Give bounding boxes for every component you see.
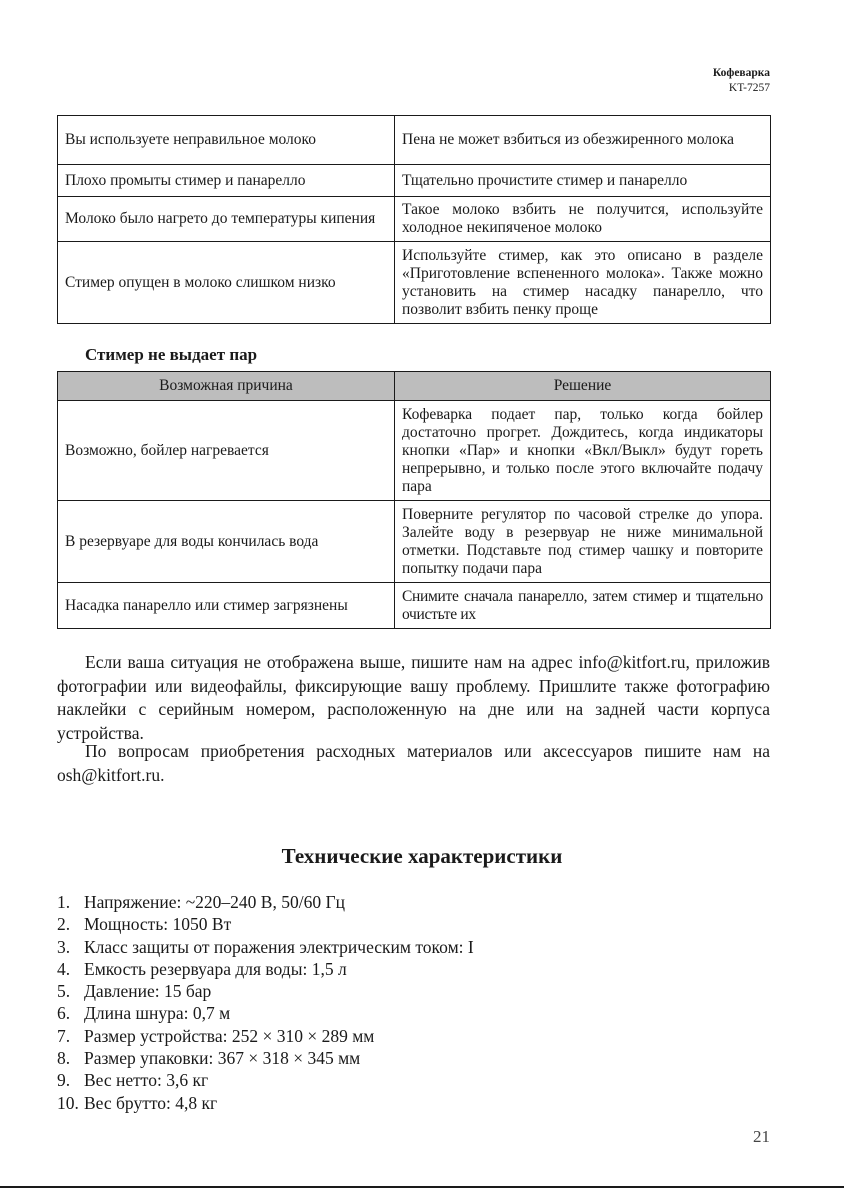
list-item bbox=[57, 1025, 474, 1047]
page-header bbox=[713, 66, 770, 96]
solution-cell: Используйте стимер, как это описано в разделе «Приготовление вспененного молока». Также можно установить на стимер насадку панарелло, что позволит взбить пенку проще bbox=[395, 242, 771, 324]
item-text: Емкость резервуара для воды: 1,5 л bbox=[84, 958, 347, 979]
cause-cell: Плохо промыты стимер и панарелло bbox=[58, 165, 395, 197]
solution-cell: Снимите сначала панарелло, затем стимер и тщательно очистьте их bbox=[395, 583, 771, 629]
item-text: Размер устройства: 252 × 310 × 289 мм bbox=[84, 1025, 375, 1046]
cause-cell: Стимер опущен в молоко слишком низко bbox=[58, 242, 395, 324]
table-row bbox=[58, 583, 771, 629]
list-item bbox=[57, 1092, 474, 1114]
solution-cell: Пена не может взбиться из обезжиренного молока bbox=[395, 116, 771, 165]
list-item bbox=[57, 980, 474, 1002]
item-number: 7. bbox=[57, 1025, 71, 1046]
item-number: 9. bbox=[57, 1070, 71, 1091]
purchase-paragraph: По вопросам приобретения расходных материалов или аксессуаров пишите нам на osh@kitfort.ru. bbox=[57, 741, 770, 785]
page-number: 21 bbox=[753, 1127, 770, 1146]
specs-title: Технические характеристики bbox=[281, 844, 563, 868]
item-number: 5. bbox=[57, 981, 71, 1002]
item-number: 3. bbox=[57, 936, 71, 957]
section-title: Стимер не выдает пар bbox=[85, 345, 258, 364]
item-text: Давление: 15 бар bbox=[84, 981, 212, 1002]
list-item bbox=[57, 913, 474, 935]
model-number: KT-7257 bbox=[728, 82, 770, 94]
list-item bbox=[57, 958, 474, 980]
bottom-divider bbox=[0, 1186, 844, 1188]
troubleshooting-table-steam bbox=[57, 371, 771, 629]
solution-cell: Такое молоко взбить не получится, используйте холодное некипяченое молоко bbox=[395, 197, 771, 242]
list-item bbox=[57, 891, 474, 913]
item-text: Размер упаковки: 367 × 318 × 345 мм bbox=[84, 1048, 361, 1069]
cause-cell: Вы используете неправильное молоко bbox=[58, 116, 395, 165]
item-number: 1. bbox=[57, 892, 71, 912]
item-text: Вес нетто: 3,6 кг bbox=[84, 1070, 209, 1091]
item-number: 2. bbox=[57, 914, 71, 935]
table-row bbox=[58, 197, 771, 242]
specs-list bbox=[57, 891, 474, 1114]
item-text: Класс защиты от поражения электрическим током: I bbox=[84, 936, 474, 957]
column-header-cause: Возможная причина bbox=[58, 372, 395, 401]
list-item bbox=[57, 1002, 474, 1024]
list-item bbox=[57, 1069, 474, 1091]
list-item bbox=[57, 1047, 474, 1069]
table-row bbox=[58, 401, 771, 501]
table-header-row bbox=[58, 372, 771, 401]
cause-cell: Молоко было нагрето до температуры кипения bbox=[58, 197, 395, 242]
item-number: 4. bbox=[57, 958, 71, 979]
item-text: Вес брутто: 4,8 кг bbox=[84, 1092, 218, 1113]
cause-cell: Насадка панарелло или стимер загрязнены bbox=[58, 583, 395, 629]
item-text: Напряжение: ~220–240 В, 50/60 Гц bbox=[84, 892, 345, 912]
solution-cell: Кофеварка подает пар, только когда бойлер достаточно прогрет. Дождитесь, когда индикаторы кнопки «Пар» и кнопки «Вкл/Выкл» будут гореть непрерывно, и только после этого включайте подачу пара bbox=[395, 401, 771, 501]
table-row bbox=[58, 165, 771, 197]
cause-cell: Возможно, бойлер нагревается bbox=[58, 401, 395, 501]
product-name: Кофеварка bbox=[712, 67, 770, 79]
table-row bbox=[58, 242, 771, 324]
item-number: 10. bbox=[57, 1092, 79, 1113]
item-number: 8. bbox=[57, 1048, 71, 1069]
item-text: Мощность: 1050 Вт bbox=[84, 914, 232, 935]
contact-paragraph: Если ваша ситуация не отображена выше, пишите нам на адрес info@kitfort.ru, приложив фотографии или видеофайлы, фиксирующие вашу проблему. Пришлите также фотографию наклейки с серийным номером, расположенную на дне или на задней части корпуса устройства. bbox=[57, 652, 770, 743]
troubleshooting-table-foam bbox=[57, 115, 771, 324]
table-row bbox=[58, 116, 771, 165]
item-number: 6. bbox=[57, 1003, 71, 1024]
table-row bbox=[58, 501, 771, 583]
cause-cell: В резервуаре для воды кончилась вода bbox=[58, 501, 395, 583]
solution-cell: Тщательно прочистите стимер и панарелло bbox=[395, 165, 771, 197]
solution-cell: Поверните регулятор по часовой стрелке до упора. Залейте воду в резервуар не ниже минимальной отметки. Подставьте под стимер чашку и повторите попытку подачи пара bbox=[395, 501, 771, 583]
item-text: Длина шнура: 0,7 м bbox=[84, 1003, 231, 1024]
column-header-solution: Решение bbox=[395, 372, 771, 401]
list-item bbox=[57, 936, 474, 958]
